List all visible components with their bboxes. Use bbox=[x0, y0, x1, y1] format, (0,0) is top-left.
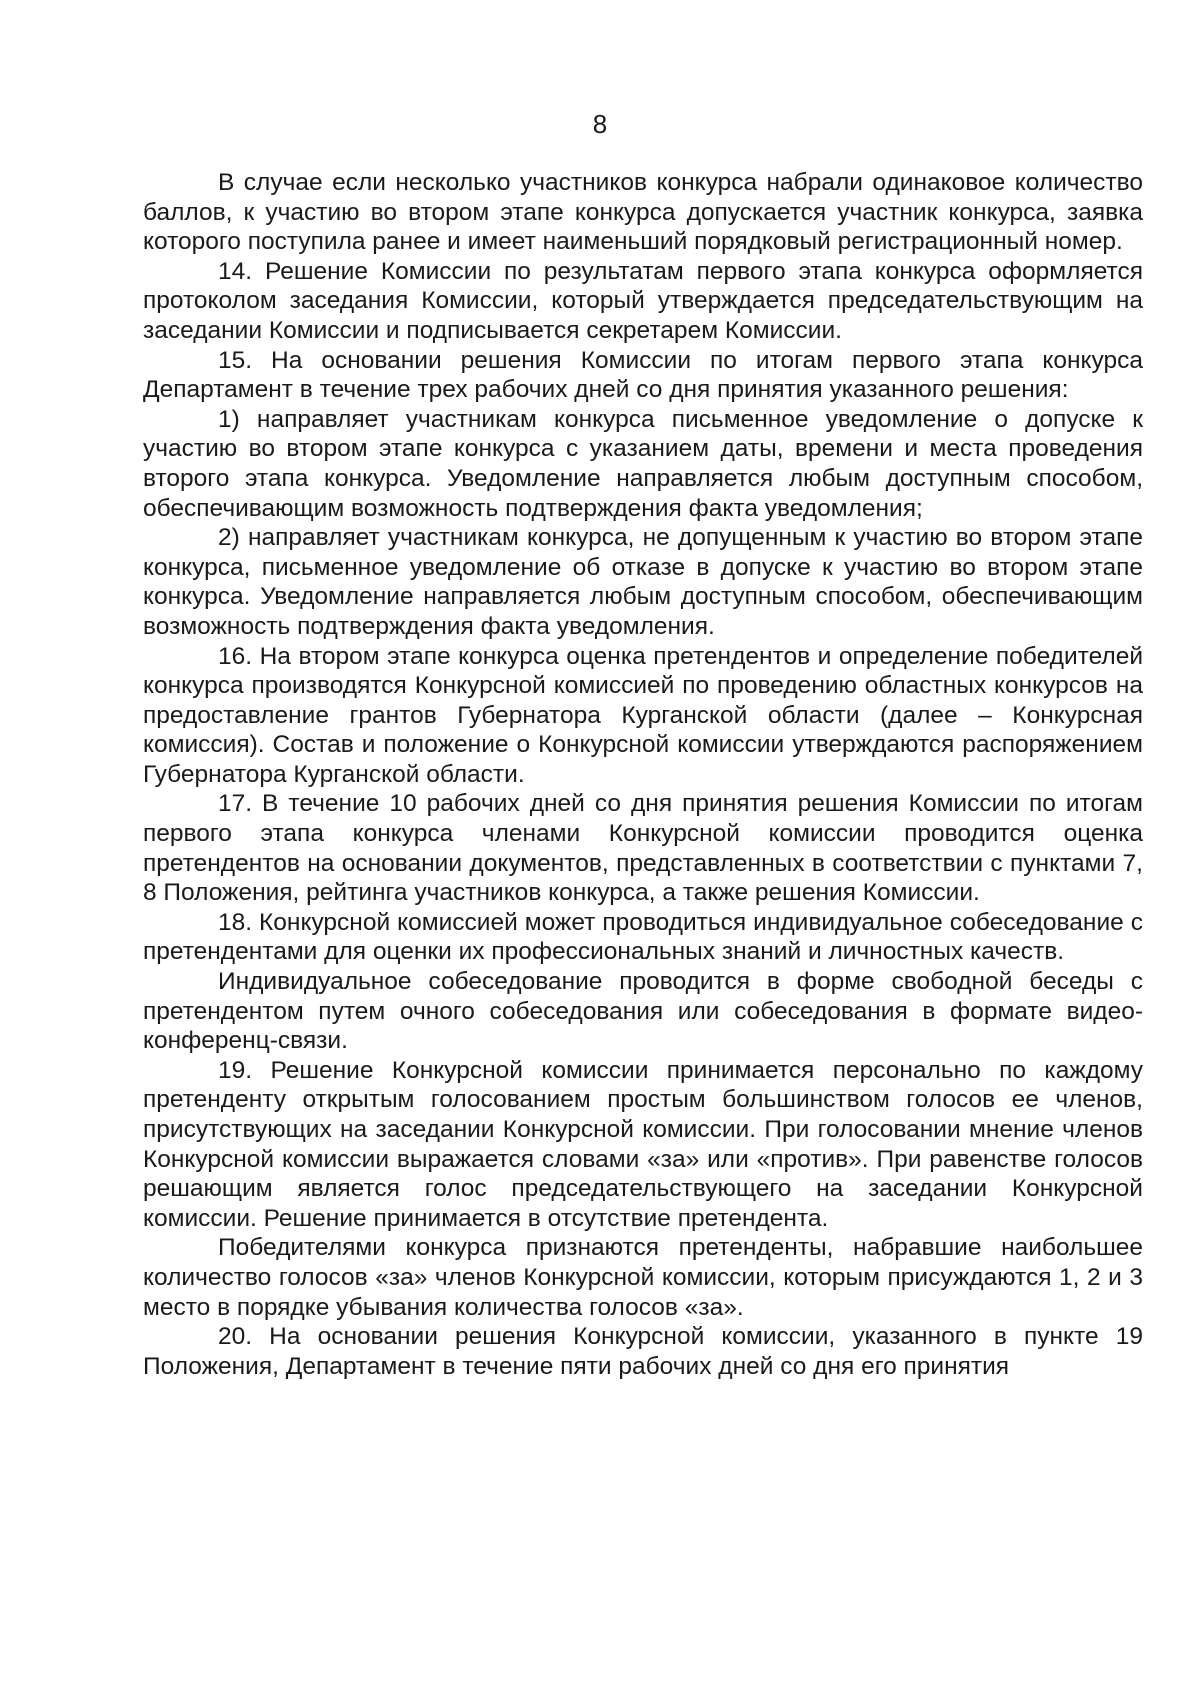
paragraph-item-15: 15. На основании решения Комиссии по итогам первого этапа конкурса Департамент в течение трех рабочих дней со дня принятия указанного решения: bbox=[143, 346, 1143, 404]
paragraph-tie-rule: В случае если несколько участников конкурса набрали одинаковое количество баллов, к участию во втором этапе конкурса допускается участник конкурса, заявка которого поступила ранее и имеет наименьший порядковый регистрационный номер. bbox=[143, 169, 1143, 256]
paragraph-item-16: 16. На втором этапе конкурса оценка претендентов и определение победителей конкурса производятся Конкурсной комиссией по проведению областных конкурсов на предоставление грантов Губернатора Курганской области (далее – Конкурсная комиссия). Состав и положение о Конкурсной комиссии утверждаются распоряжением Губернатора Курганской области. bbox=[143, 642, 1143, 788]
paragraph-item-20: 20. На основании решения Конкурсной комиссии, указанного в пункте 19 Положения, Департамент в течение пяти рабочих дней со дня его принятия bbox=[143, 1323, 1143, 1380]
paragraph-item-15-subitem-1: 1) направляет участникам конкурса письменное уведомление о допуске к участию во втором этапе конкурса с указанием даты, времени и места проведения второго этапа конкурса. Уведомление направляется любым доступным способом, обеспечивающим возможность подтверждения факта уведомления; bbox=[143, 405, 1143, 522]
paragraph-winners: Победителями конкурса признаются претенденты, набравшие наибольшее количество голосов «за» членов Конкурсной комиссии, которым присуждаются 1, 2 и 3 место в порядке убывания количества голосов «за». bbox=[143, 1234, 1143, 1321]
page-number: 8 bbox=[592, 109, 608, 139]
paragraph-item-18: 18. Конкурсной комиссией может проводиться индивидуальное собеседование с претендентами для оценки их профессиональных знаний и личностных качеств. bbox=[143, 908, 1143, 966]
paragraph-item-19: 19. Решение Конкурсной комиссии принимается персонально по каждому претенденту открытым голосованием простым большинством голосов ее членов, присутствующих на заседании Конкурсной комиссии. При голосовании мнение членов Конкурсной комиссии выражается словами «за» или «против». При равенстве голосов решающим является голос председательствующего на заседании Конкурсной комиссии. Решение принимается в отсутствие претендента. bbox=[143, 1056, 1143, 1232]
paragraph-interview-format: Индивидуальное собеседование проводится в форме свободной беседы с претендентом путем очного собеседования или собеседования в формате видео-конференц-связи. bbox=[143, 968, 1143, 1055]
body-text bbox=[143, 168, 1143, 1381]
paragraph-item-15-subitem-2: 2) направляет участникам конкурса, не допущенным к участию во втором этапе конкурса, письменное уведомление об отказе в допуске к участию во втором этапе конкурса. Уведомление направляется любым доступным способом, обеспечивающим возможность подтверждения факта уведомления. bbox=[143, 524, 1143, 640]
paragraph-item-14: 14. Решение Комиссии по результатам первого этапа конкурса оформляется протоколом заседания Комиссии, который утверждается председательствующим на заседании Комиссии и подписывается секретарем Комиссии. bbox=[143, 257, 1143, 344]
paragraph-item-17: 17. В течение 10 рабочих дней со дня принятия решения Комиссии по итогам первого этапа конкурса членами Конкурсной комиссии проводится оценка претендентов на основании документов, представленных в соответствии с пунктами 7, 8 Положения, рейтинга участников конкурса, а также решения Комиссии. bbox=[143, 790, 1143, 907]
